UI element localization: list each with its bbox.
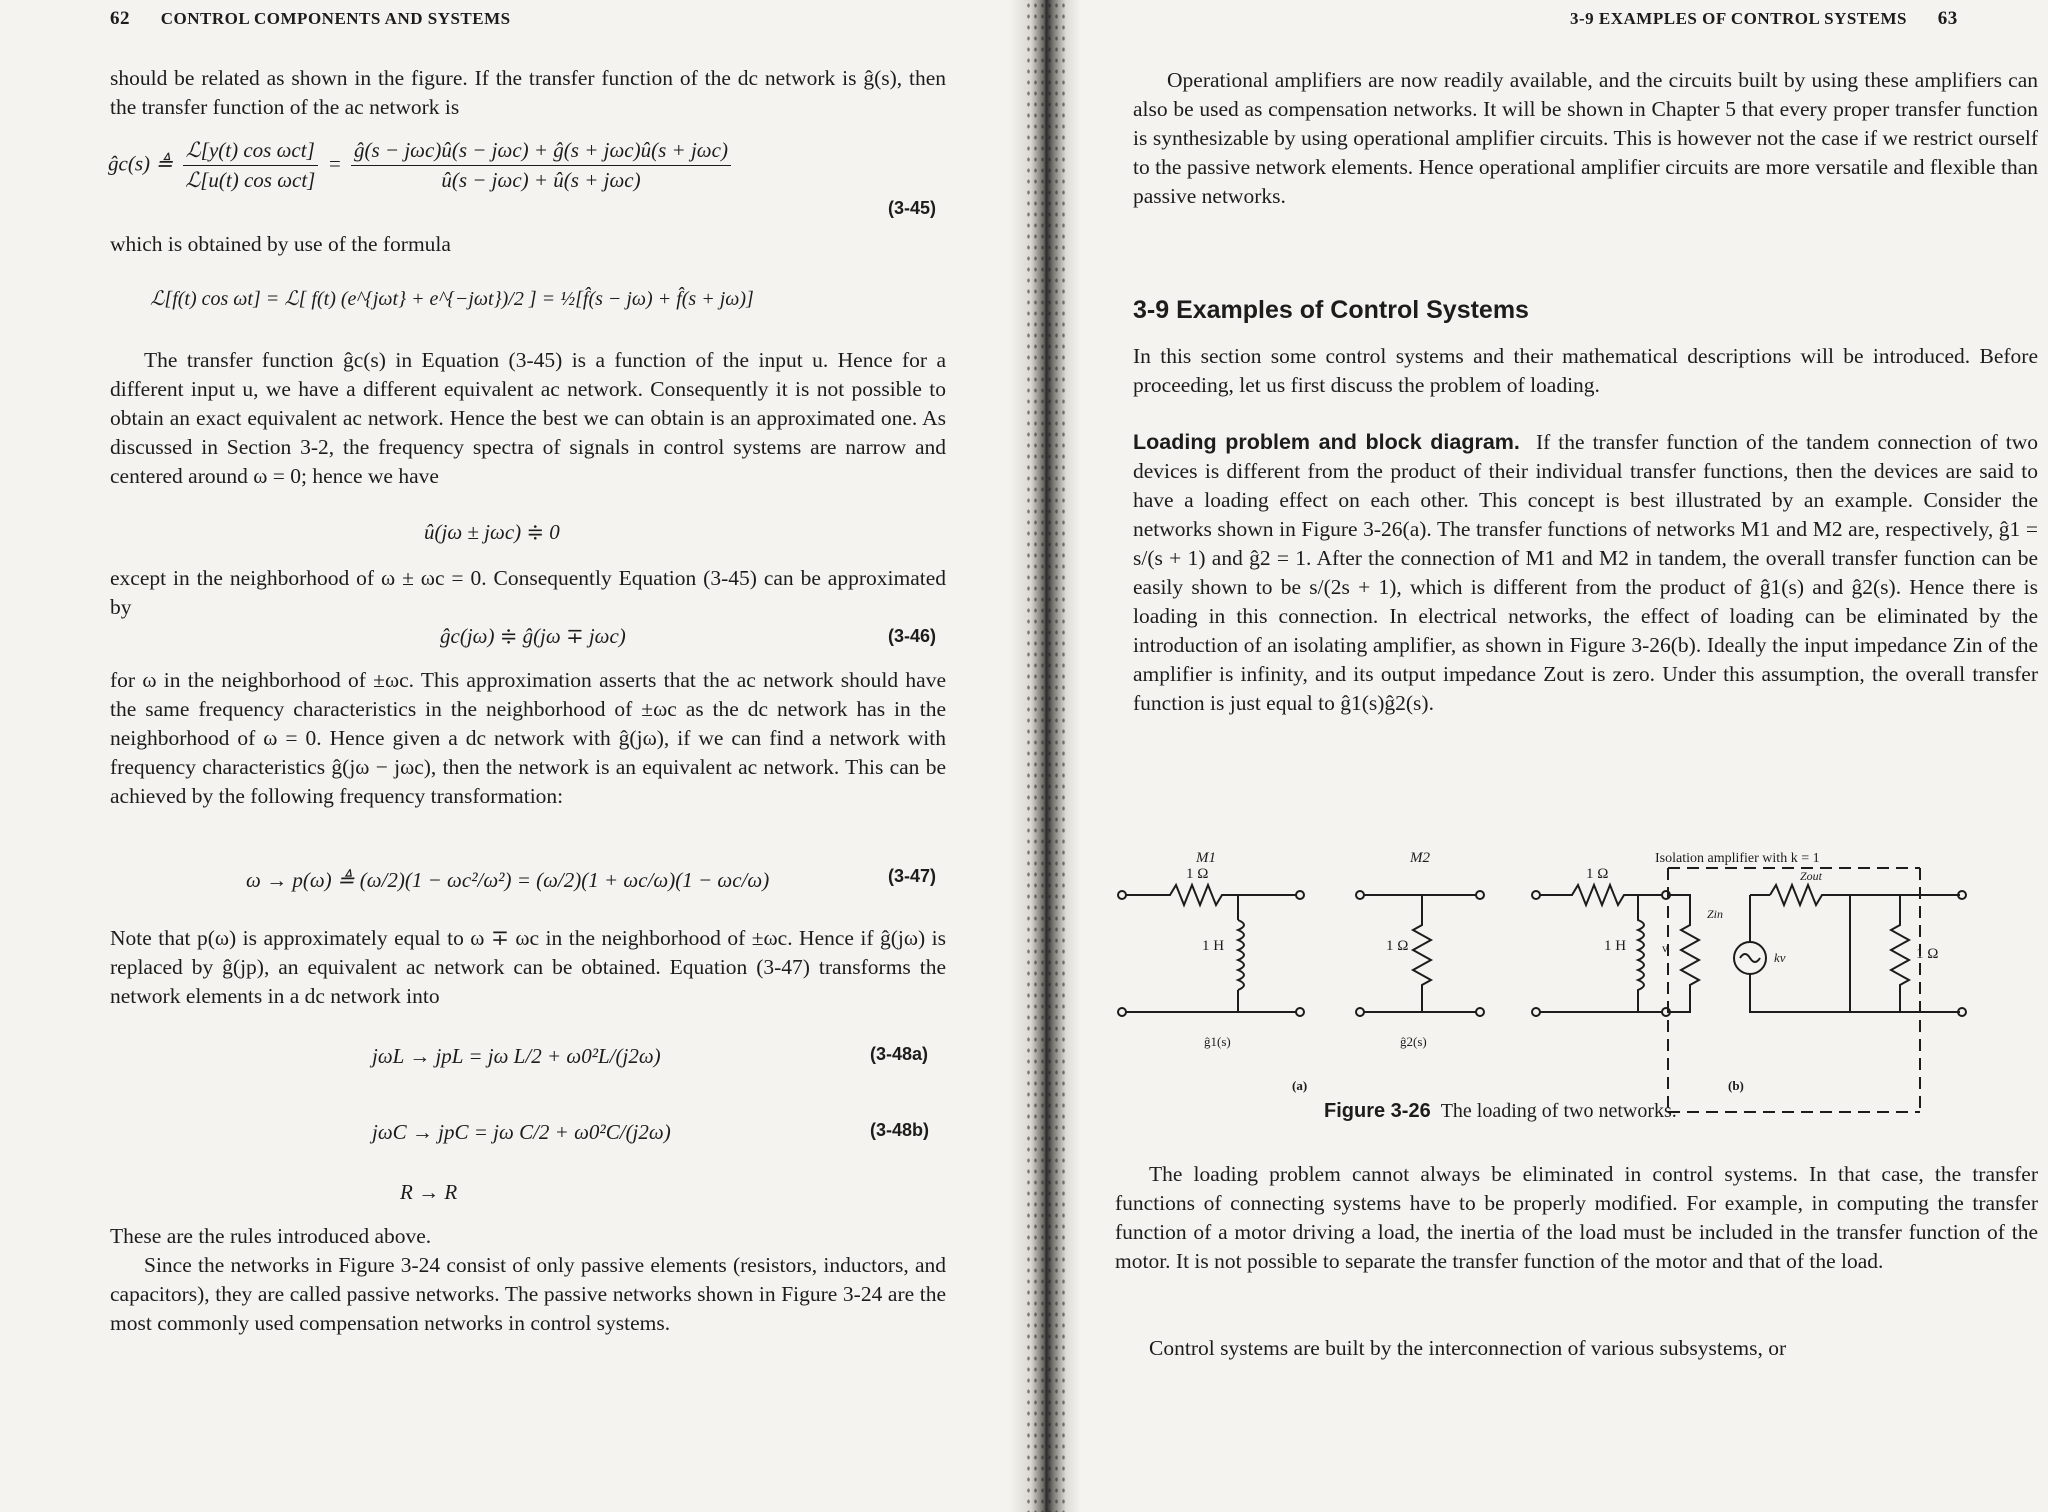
eq-348a-number: (3-48a) bbox=[870, 1044, 929, 1064]
left-page-number: 62 bbox=[110, 8, 130, 29]
left-para-4: except in the neighborhood of ω ± ωc = 0. Consequently Equation (3-45) can be approximated by bbox=[110, 566, 946, 619]
eq-345-frac2-den: û(s − jωc) + û(s + jωc) bbox=[441, 168, 641, 192]
label-kv: kv bbox=[1774, 950, 1786, 965]
right-para-1: Operational amplifiers are now readily available, and the circuits built by using these amplifiers can also be used as compensation networks. It will be shown in Chapter 5 that every proper transfer function is synthesizable by using operational amplifier circuits. This is however not the case if we restrict ourself to the passive network elements. Hence operational amplifier circuits are more versatile and flexible than passive networks. bbox=[1133, 68, 2038, 208]
eq-resistor-rule: R → R bbox=[400, 1180, 458, 1204]
section-heading: 3-9 Examples of Control Systems bbox=[1133, 296, 1529, 324]
eq-345-frac2-num: ĝ(s − jωc)û(s − jωc) + ĝ(s + jωc)û(s + jωc) bbox=[351, 138, 731, 166]
label-l2: 1 H bbox=[1604, 938, 1627, 954]
label-zout: Zout bbox=[1800, 869, 1823, 883]
label-r1: 1 Ω bbox=[1186, 866, 1209, 882]
eq-345-frac1-den: ℒ[u(t) cos ωct] bbox=[185, 168, 316, 192]
gutter-scan-noise bbox=[1025, 0, 1065, 1512]
label-zin: Zin bbox=[1707, 907, 1724, 921]
label-subfig-b: (b) bbox=[1728, 1078, 1744, 1093]
left-page-header bbox=[110, 8, 511, 30]
figure-caption-text: The loading of two networks. bbox=[1440, 1100, 1677, 1122]
left-page bbox=[0, 0, 1020, 1512]
eq-345-lhs: ĝc(s) ≜ bbox=[108, 151, 173, 176]
formula-cos-transform: ℒ[f(t) cos ωt] = ℒ[ f(t) (e^{jωt} + e^{−jωt})/2 ] = ½[f̂(s − jω) + f̂(s + jω)] bbox=[150, 288, 754, 310]
right-para-2: In this section some control systems and their mathematical descriptions will be introduced. Before proceeding, let us first discuss the problem of loading. bbox=[1133, 344, 2038, 397]
right-page-header bbox=[1570, 8, 1958, 30]
label-r-out: 1 Ω bbox=[1916, 946, 1939, 962]
left-para-7: These are the rules introduced above. bbox=[110, 1224, 432, 1248]
left-para-5: for ω in the neighborhood of ±ωc. This approximation asserts that the ac network should have the same frequency characteristics in the neighborhood of ±ωc as the dc network has in the neighborhood of ω = 0. Hence given a dc network with ĝ(jω), if we can find a network with frequency characteristics ĝ(jω − jωc), then the network is an equivalent ac network. This can be achieved by the following frequency transformation: bbox=[110, 668, 946, 808]
right-running-head: 3-9 EXAMPLES OF CONTROL SYSTEMS bbox=[1570, 9, 1907, 28]
eq-345-frac1-num: ℒ[y(t) cos ωct] bbox=[183, 138, 318, 166]
figure-caption-number: Figure 3-26 bbox=[1324, 1100, 1431, 1122]
figure-3-26 bbox=[1110, 850, 1970, 1140]
equation-3-47: ω → p(ω) ≜ (ω/2)(1 − ωc²/ω²) = (ω/2)(1 + ωc/ω)(1 − ωc/ω) bbox=[246, 868, 770, 892]
figure-caption bbox=[1324, 1100, 1677, 1123]
left-running-head: CONTROL COMPONENTS AND SYSTEMS bbox=[160, 9, 511, 28]
label-g2: ĝ2(s) bbox=[1400, 1034, 1427, 1049]
eq-345-frac1 bbox=[182, 138, 318, 193]
isolation-amplifier-box bbox=[1668, 868, 1920, 1112]
eq-346-number: (3-46) bbox=[888, 626, 937, 646]
eq-347-number: (3-47) bbox=[888, 866, 937, 886]
equation-3-45: ĝc(s) ≜ $\frac{\text{ℒ[y(t) cos ωct]}}{\text{ℒ[u(t) cos ωct]}}$ = $\frac{\text{ĝ(s − jωc)û(s − jωc) + ĝ(s + jωc)û(s + jωc)}}{\text{û(s − jωc) + û(s + jωc)}}$ bbox=[108, 138, 735, 193]
label-m1: M1 bbox=[1196, 850, 1216, 866]
left-para-8: Since the networks in Figure 3-24 consist of only passive elements (resistors, inductors, and capacitors), they are called passive networks. The passive networks shown in Figure 3-24 are the most commonly used compensation networks in control systems. bbox=[110, 1253, 946, 1335]
left-para-1: should be related as shown in the figure. If the transfer function of the dc network is ĝ(s), then the transfer function of the ac network is bbox=[110, 66, 946, 119]
run-in-heading: Loading problem and block diagram. bbox=[1133, 430, 1520, 454]
equation-3-48a: jωL → jpL = jω L/2 + ω0²L/(j2ω) bbox=[372, 1044, 661, 1068]
label-r2: 1 Ω bbox=[1386, 938, 1409, 954]
label-v: v bbox=[1662, 941, 1668, 955]
label-subfig-a: (a) bbox=[1292, 1078, 1308, 1093]
eq-345-frac2 bbox=[351, 138, 731, 193]
right-para-3 bbox=[1133, 428, 2038, 718]
label-isolation-amplifier: Isolation amplifier with k = 1 bbox=[1655, 851, 1820, 866]
right-para-4: The loading problem cannot always be eliminated in control systems. In that case, the transfer functions of connecting systems have to be properly modified. For example, in computing the transfer function of a motor driving a load, the inertia of the load must be included in the transfer function of the motor. It is not possible to separate the transfer function of the motor and that of the load. bbox=[1115, 1162, 2038, 1273]
network-b-m1 bbox=[1532, 885, 1670, 1016]
equation-3-46: ĝc(jω) ≑ ĝ(jω ∓ jωc) bbox=[440, 624, 626, 648]
left-para-2: which is obtained by use of the formula bbox=[110, 232, 451, 256]
label-l1: 1 H bbox=[1202, 938, 1225, 954]
equation-3-48b: jωC → jpC = jω C/2 + ω0²C/(j2ω) bbox=[372, 1120, 671, 1144]
eq-348b-number: (3-48b) bbox=[870, 1120, 930, 1140]
left-para-3: The transfer function ĝc(s) in Equation (3-45) is a function of the input u. Hence for a different input u, we have a different equivalent ac network. Consequently it is not possible to obtain an exact equivalent ac network. Hence the best we can obtain is an approximated one. As discussed in Section 3-2, the frequency spectra of signals in control systems are narrow and centered around ω = 0; hence we have bbox=[110, 348, 946, 488]
label-m2: M2 bbox=[1410, 850, 1430, 866]
right-page bbox=[1065, 0, 2048, 1512]
eq-345-number: (3-45) bbox=[888, 198, 937, 218]
label-g1: ĝ1(s) bbox=[1204, 1034, 1231, 1049]
left-para-6: Note that p(ω) is approximately equal to ω ∓ ωc in the neighborhood of ±ωc. Hence if ĝ(jω) is replaced by ĝ(jp), an equivalent ac network can be obtained. Equation (3-47) transforms the network elements in a dc network into bbox=[110, 926, 946, 1008]
right-para-5: Control systems are built by the interconnection of various subsystems, or bbox=[1149, 1336, 1787, 1360]
label-r3: 1 Ω bbox=[1586, 866, 1609, 882]
network-m2 bbox=[1356, 891, 1484, 1016]
right-page-number: 63 bbox=[1937, 8, 1958, 29]
right-para-3-body: If the transfer function of the tandem connection of two devices is different from the product of their individual transfer functions, then the devices are said to have a loading effect on each other. This concept is best illustrated by an example. Consider the networks shown in Figure 3-26(a). The transfer functions of networks M1 and M2 are, respectively, ĝ1 = s/(s + 1) and ĝ2 = 1. After the connection of M1 and M2 in tandem, the overall transfer function can be easily shown to be s/(2s + 1), which is different from the product of ĝ1(s) and ĝ2(s). Hence there is loading in this connection. In electrical networks, the effect of loading can be eliminated by the introduction of an isolating amplifier, as shown in Figure 3-26(b). Ideally the input impedance Zin of the amplifier is infinity, and its output impedance Zout is zero. Under this assumption, the overall transfer function is just equal to ĝ1(s)ĝ2(s). bbox=[1133, 430, 2039, 715]
eq-u-approx-zero: û(jω ± jωc) ≑ 0 bbox=[424, 520, 560, 544]
